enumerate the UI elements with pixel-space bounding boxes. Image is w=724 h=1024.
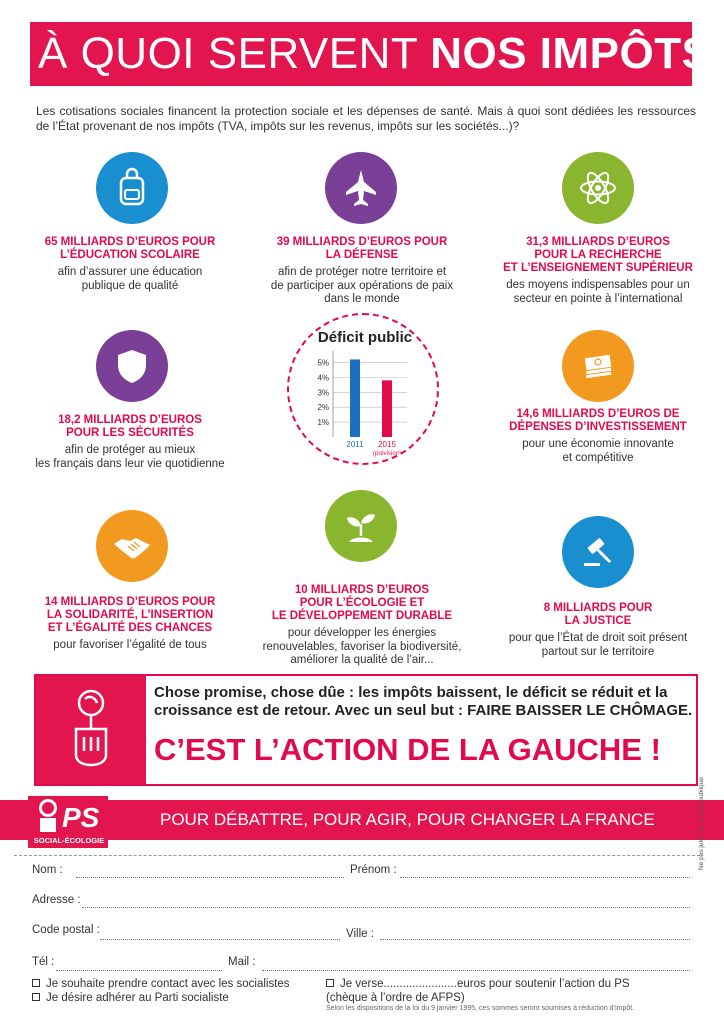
deficit-chart-svg [289,315,439,465]
title-banner [30,22,712,86]
chart-xtick-note: (prévision) [372,451,402,457]
donate-cheque-note: (chèque à l’ordre de AFPS) [326,992,465,1004]
form-prenom-row [350,864,397,876]
backpack-icon [96,152,168,224]
chart-ytick-label: 2% [317,403,329,413]
defense-desc-3: dans le monde [324,293,400,305]
tel-label: Tél : [32,956,55,968]
promise-line-1: Chose promise, chose dûe : les impôts baissent, le déficit se réduit et la [154,684,668,701]
form-cp-row [32,924,100,936]
solidarity-heading-3: ET L’ÉGALITÉ DES CHANCES [47,622,213,634]
prenom-label: Prénom : [350,864,397,876]
chart-ytick-label: 4% [317,373,329,383]
legal-note: Selon les dispositions de la loi du 9 janvier 1995, ces sommes seront soumises à réduction d’impôt. [326,1005,635,1012]
adresse-field[interactable] [82,898,690,908]
education-desc-1: afin d’assurer une éducation [57,266,203,278]
form-ville-row [346,928,374,940]
donate-checkbox[interactable] [326,979,334,987]
security-desc [30,444,230,471]
education-block [30,236,230,293]
contact-checkbox-label: Je souhaite prendre contact avec les socialistes [46,978,290,990]
promise-slogan: C’EST L’ACTION DE LA GAUCHE ! [154,732,661,767]
ecology-desc-2: renouvelables, favoriser la biodiversité, [262,640,462,653]
security-heading-2: POUR LES SÉCURITÉS [66,427,194,439]
justice-block [494,602,702,659]
justice-desc-2: partout sur le territoire [541,645,655,658]
form-nom-row [32,864,63,876]
chart-title: Déficit public [317,329,413,346]
promise-line-2: croissance est de retour. Avec un seul but : FAIRE BAISSER LE CHÔMAGE. [154,702,693,719]
solidarity-block [30,596,230,653]
prenom-field[interactable] [400,868,690,878]
ecology-desc-1: pour développer les énergies [287,627,437,639]
investment-heading-1: 14,6 MILLIARDS D’EUROS DE [516,408,680,420]
solidarity-heading-1: 14 MILLIARDS D’EUROS POUR [44,596,216,608]
code-postal-field[interactable] [100,930,340,940]
chart-xtick-label: 2011 [346,440,364,449]
chart-xtick-label: 2015 [378,440,396,449]
defense-desc-2: de participer aux opérations de paix [270,279,454,292]
chart-ytick-label: 5% [317,358,329,368]
education-desc-2: publique de qualité [81,279,179,292]
adhere-checkbox-label: Je désire adhérer au Parti socialiste [46,992,229,1004]
investment-desc-2: et compétitive [562,451,634,464]
chart-bar [350,359,360,437]
ps-logo [28,794,108,848]
research-desc-1: des moyens indispensables pour un [506,279,690,291]
promise-text [154,684,694,720]
justice-desc-1: pour que l’État de droit soit présent [508,632,688,644]
ps-logo-subtitle: SOCIAL-ÉCOLOGIE [33,836,105,845]
handshake-icon [96,510,168,582]
contact-checkbox-row[interactable] [32,978,290,990]
nom-field[interactable] [76,868,344,878]
research-desc [494,279,702,306]
deficit-chart [287,313,439,465]
nom-label: Nom : [32,864,63,876]
research-block [494,236,702,306]
title-part2: NOS IMPÔTS [430,29,712,78]
defense-heading-2: LA DÉFENSE [325,249,399,261]
shield-icon [96,330,168,402]
mail-field[interactable] [262,961,690,971]
defense-block [256,236,468,307]
security-heading-1: 18,2 MILLIARDS D’EUROS [58,414,202,426]
chart-bar [382,380,392,437]
form-tel-row [32,956,54,968]
form-adresse-row [32,894,81,906]
chart-ytick-label: 1% [317,418,329,428]
donate-checkbox-label: Je verse.......................euros pour soutenir l’action du PS [340,978,630,990]
adresse-label: Adresse : [32,894,81,906]
defense-heading-1: 39 MILLIARDS D’EUROS POUR [276,236,448,248]
education-heading-2: L’ÉDUCATION SCOLAIRE [60,249,200,261]
research-heading-3: ET L’ENSEIGNEMENT SUPÉRIEUR [503,262,693,274]
tel-field[interactable] [56,961,222,971]
adhere-checkbox-row[interactable] [32,992,229,1004]
justice-desc [494,632,702,659]
defense-desc [256,266,468,307]
education-heading-1: 65 MILLIARDS D’EUROS POUR [44,236,216,248]
research-heading-2: POUR LA RECHERCHE [534,249,662,261]
security-desc-2: les français dans leur vie quotidienne [35,457,225,470]
title-part1: À QUOI SERVENT [38,29,431,78]
form-mail-row [228,956,255,968]
form-divider [14,855,700,856]
sprout-icon [325,490,397,562]
ecology-heading-1: 10 MILLIARDS D’EUROS [294,584,430,596]
promise-box [34,674,698,786]
solidarity-desc: pour favoriser l’égalité de tous [53,639,207,651]
contact-checkbox[interactable] [32,979,40,987]
ecology-heading-3: LE DÉVELOPPEMENT DURABLE [271,610,453,622]
banner-slogan: POUR DÉBATTRE, POUR AGIR, POUR CHANGER LA FRANCE [160,810,655,829]
investment-heading-2: DÉPENSES D’INVESTISSEMENT [509,421,687,433]
ville-label: Ville : [346,928,374,940]
ecology-desc [256,627,468,668]
solidarity-heading-2: LA SOLIDARITÉ, L’INSERTION [46,609,214,621]
donate-checkbox-row[interactable] [326,978,630,990]
code-postal-label: Code postal : [32,924,100,936]
mail-label: Mail : [228,956,256,968]
atom-icon [562,152,634,224]
banknotes-icon [562,330,634,402]
rose-fist-icon [36,676,146,784]
ecology-heading-2: POUR L’ÉCOLOGIE ET [299,597,425,609]
adhere-checkbox[interactable] [32,993,40,1001]
security-block [30,414,230,471]
gavel-icon [562,516,634,588]
investment-block [494,408,702,465]
investment-desc-1: pour une économie innovante [522,438,674,450]
education-desc [30,266,230,293]
justice-heading-1: 8 MILLIARDS POUR [543,602,653,614]
ps-logo-letters: PS [62,802,100,833]
justice-heading-2: LA JUSTICE [564,615,632,627]
intro-text: Les cotisations sociales financent la protection sociale et les dépenses de santé. Mais à quoi sont dédiées les ressources de l’État provenant de nos impôts (TVA, impôts sur les revenus, impôts sur les sociétés...)? [36,104,696,133]
fighter-jet-icon [325,152,397,224]
ecology-desc-3: améliorer la qualité de l’air... [290,654,434,666]
ville-field[interactable] [380,930,690,940]
chart-ytick-label: 3% [317,388,329,398]
security-desc-1: afin de protéger au mieux [64,444,196,456]
side-note: Ne pas jeter sur la voie publique [698,777,705,870]
research-desc-2: secteur en pointe à l’international [513,292,683,305]
ecology-block [256,584,468,668]
investment-desc [494,438,702,465]
research-heading-1: 31,3 MILLIARDS D’EUROS [526,236,670,248]
defense-desc-1: afin de protéger notre territoire et [277,266,447,278]
